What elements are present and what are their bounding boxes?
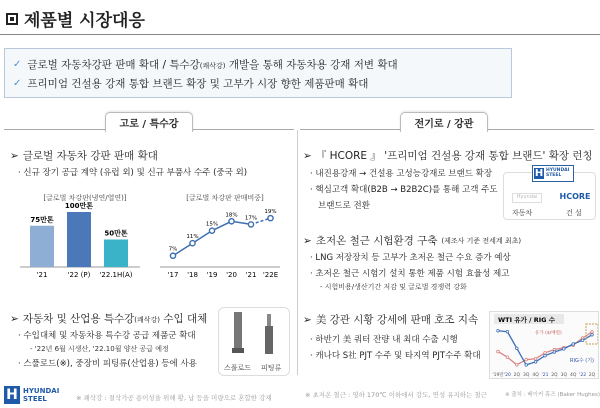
left-heading-2: ➢ 자동차 및 산업용 특수강(쾌삭강) 수입 대체 (10, 312, 208, 325)
left-sub-bullet: - '22년 6월 시생산, '22.10월 양산 공급 예정 (30, 345, 169, 353)
line-point (268, 216, 273, 221)
left-bullet: · 신규 장기 공급 계약 (유럽 외) 및 신규 부품사 수주 (중국 외) (18, 168, 248, 178)
hcore-logo: HCORE (559, 192, 591, 201)
wti-point (553, 351, 556, 354)
arrow-bullet-icon: ➢ (10, 149, 19, 162)
right-bullet: · 내진용강재 → 건설용 고성능강재로 브랜드 확장 (310, 169, 493, 179)
rig-legend: RIG수 (기) (570, 358, 594, 364)
arrow-bullet-icon: ➢ (10, 312, 19, 325)
left-heading-1: ➢ 글로벌 자동차 강판 판매 확대 (10, 149, 158, 162)
line-category-label: '22E (262, 271, 279, 279)
bar (104, 240, 128, 268)
wti-point (525, 358, 528, 361)
line-point (190, 241, 195, 246)
line-category-label: '19 (206, 271, 218, 279)
tab-blast-furnace: 고로 / 특수강 (105, 112, 193, 132)
wti-point (516, 364, 519, 367)
footnote-cryogenic: ※ 초저온 철근 : 영하 170℃ 이하에서 강도, 연성 유지하는 철근 (305, 391, 487, 399)
fitting-label: 피팅류 (261, 364, 282, 372)
wti-x-label: 3Q (560, 373, 568, 378)
wti-point (516, 347, 519, 350)
check-icon: ✓ (13, 78, 22, 89)
spool-rod-fitting-image (219, 308, 291, 364)
wti-x-label: 2Q (551, 373, 558, 378)
bar (30, 226, 54, 267)
line-category-label: '18 (187, 271, 198, 279)
page-title: 제품별 시장대응 (6, 6, 145, 31)
wti-point (525, 364, 528, 367)
line-category-label: '20 (226, 271, 237, 279)
wti-point (506, 356, 509, 359)
line-value-label: 17% (244, 215, 258, 222)
footnote-free-cutting: ※ 쾌삭강 : 절삭가공 용이성을 위해 황, 납 등을 미량으로 혼합한 강재 (76, 394, 272, 402)
summary-item: ✓ 프리미엄 건설용 강재 통합 브랜드 확장 및 고부가 시장 향한 제품판매 확대 (13, 78, 369, 90)
summary-item: ✓ 글로벌 자동차강판 판매 확대 / 특수강(쾌삭강) 개발을 통해 자동차용 강재 저변 확대 (13, 59, 398, 71)
wti-point (572, 343, 575, 346)
right-heading-1: ➢ 『 HCORE 』 '프리미엄 건설용 강재 통합 브랜드' 확장 런칭 (303, 149, 593, 162)
tab-electric-furnace: 전기로 / 강관 (400, 112, 488, 132)
wti-point (544, 352, 547, 355)
line-value-label: 11% (186, 234, 199, 241)
bar-value-label: 100만톤 (64, 202, 94, 210)
wti-x-label: '22 (579, 373, 587, 378)
wti-point (497, 329, 500, 332)
wti-x-label: 3Q (522, 373, 530, 378)
right-bullet: · 초저온 철근 시험기 설치 통한 제품 시험 효율성 제고 (310, 269, 510, 279)
right-sub-bullet: - 시험비용/생산기간 저감 및 글로벌 경쟁력 강화 (320, 283, 467, 291)
line-chart-title: [글로벌 차강판 판매비중] (186, 194, 264, 202)
line-value-label: 15% (205, 221, 219, 228)
hyundai-steel-logo: H HYUNDAI STEEL (532, 165, 574, 182)
line-point (248, 222, 253, 227)
wti-x-label: '19말 (492, 373, 504, 378)
wti-point (581, 339, 584, 342)
bar-and-line-charts (0, 185, 300, 285)
right-heading-3: ➢ 美 강관 시황 강세에 판매 호조 지속 (303, 313, 479, 326)
left-bullet: · 수입대체 및 자동차용 특수강 공급 제품군 확대 (18, 331, 196, 341)
wti-point (544, 354, 547, 357)
bar (67, 212, 91, 267)
right-bullet: · 하반기 美 쿼터 잔량 내 최대 수출 시행 (310, 335, 458, 345)
wti-x-label: 4Q (532, 373, 539, 378)
check-icon: ✓ (13, 59, 22, 70)
square-bullet-icon (6, 13, 18, 25)
construction-label: 건 설 (566, 209, 582, 217)
wti-point (591, 331, 594, 334)
bar-chart-title: [글로벌 차강판(냉연/열연)] (43, 194, 127, 202)
title-divider (0, 34, 600, 35)
wti-point (563, 348, 566, 351)
bar-category-label: '22.1H(A) (99, 271, 133, 279)
right-bullet: · 핵심고객 확대(B2B → B2B2C)를 통해 고객 주도 (310, 185, 498, 195)
bar-category-label: '22 (P) (67, 271, 91, 279)
bar-value-label: 75만톤 (30, 215, 54, 224)
hyundai-steel-footer-logo: H HYUNDAI STEEL (4, 386, 59, 404)
oil-legend: 유가 ($/배럴) (535, 331, 562, 336)
arrow-bullet-icon: ➢ (303, 313, 312, 326)
wti-point (497, 350, 500, 353)
line-value-label: 7% (168, 246, 178, 253)
line-category-label: '21 (245, 271, 257, 279)
spool-rod-label: 스풀로드 (224, 364, 252, 372)
wti-rig-chart (489, 311, 599, 379)
wti-point (534, 361, 537, 364)
line-value-label: 18% (225, 212, 238, 219)
wti-x-label: 2Q (513, 373, 521, 378)
right-bullet-cont: 브랜드로 전환 (318, 201, 370, 211)
wti-point (591, 333, 594, 336)
bar-category-label: '21 (36, 271, 48, 279)
line-category-label: '17 (167, 271, 179, 279)
wti-x-label: '21 (541, 373, 549, 378)
summary-box (4, 48, 512, 98)
right-heading-2: ➢ 초저온 철근 시험환경 구축 (제조사 기준 전세계 최초) (303, 234, 522, 247)
wti-point (534, 358, 537, 361)
wti-x-label: 4Q (569, 373, 577, 378)
arrow-bullet-icon: ➢ (303, 149, 312, 162)
wti-x-label: 2Q (588, 373, 596, 378)
line-point (229, 219, 234, 224)
line-point (209, 228, 214, 233)
wti-x-label: '20 (503, 373, 511, 378)
line-value-label: 19% (264, 209, 277, 216)
bar-value-label: 50만톤 (104, 229, 128, 238)
arrow-bullet-icon: ➢ (303, 234, 312, 247)
left-bullet: · 스풀로드(※), 중장비 피팅류(산업용) 등에 사용 (18, 359, 197, 369)
footnote-source: ※ 출처 : 베이커 휴즈 (Baker Hughes) (505, 392, 600, 398)
wti-chart-title: WTI 유가 / RIG 수 (498, 316, 556, 324)
product-image-box (218, 307, 290, 376)
right-bullet: · LNG 저장장치 등 고부가 초저온 철근 수요 증가 예상 (310, 253, 511, 263)
right-bullet: · 캐나다 S社 PJT 수주 및 타지역 PJT수주 확대 (310, 351, 481, 361)
auto-label: 자동차 (512, 209, 533, 217)
hyundai-auto-logo: Hyundai (512, 193, 542, 203)
wti-point (506, 330, 509, 333)
line-point (170, 253, 175, 258)
